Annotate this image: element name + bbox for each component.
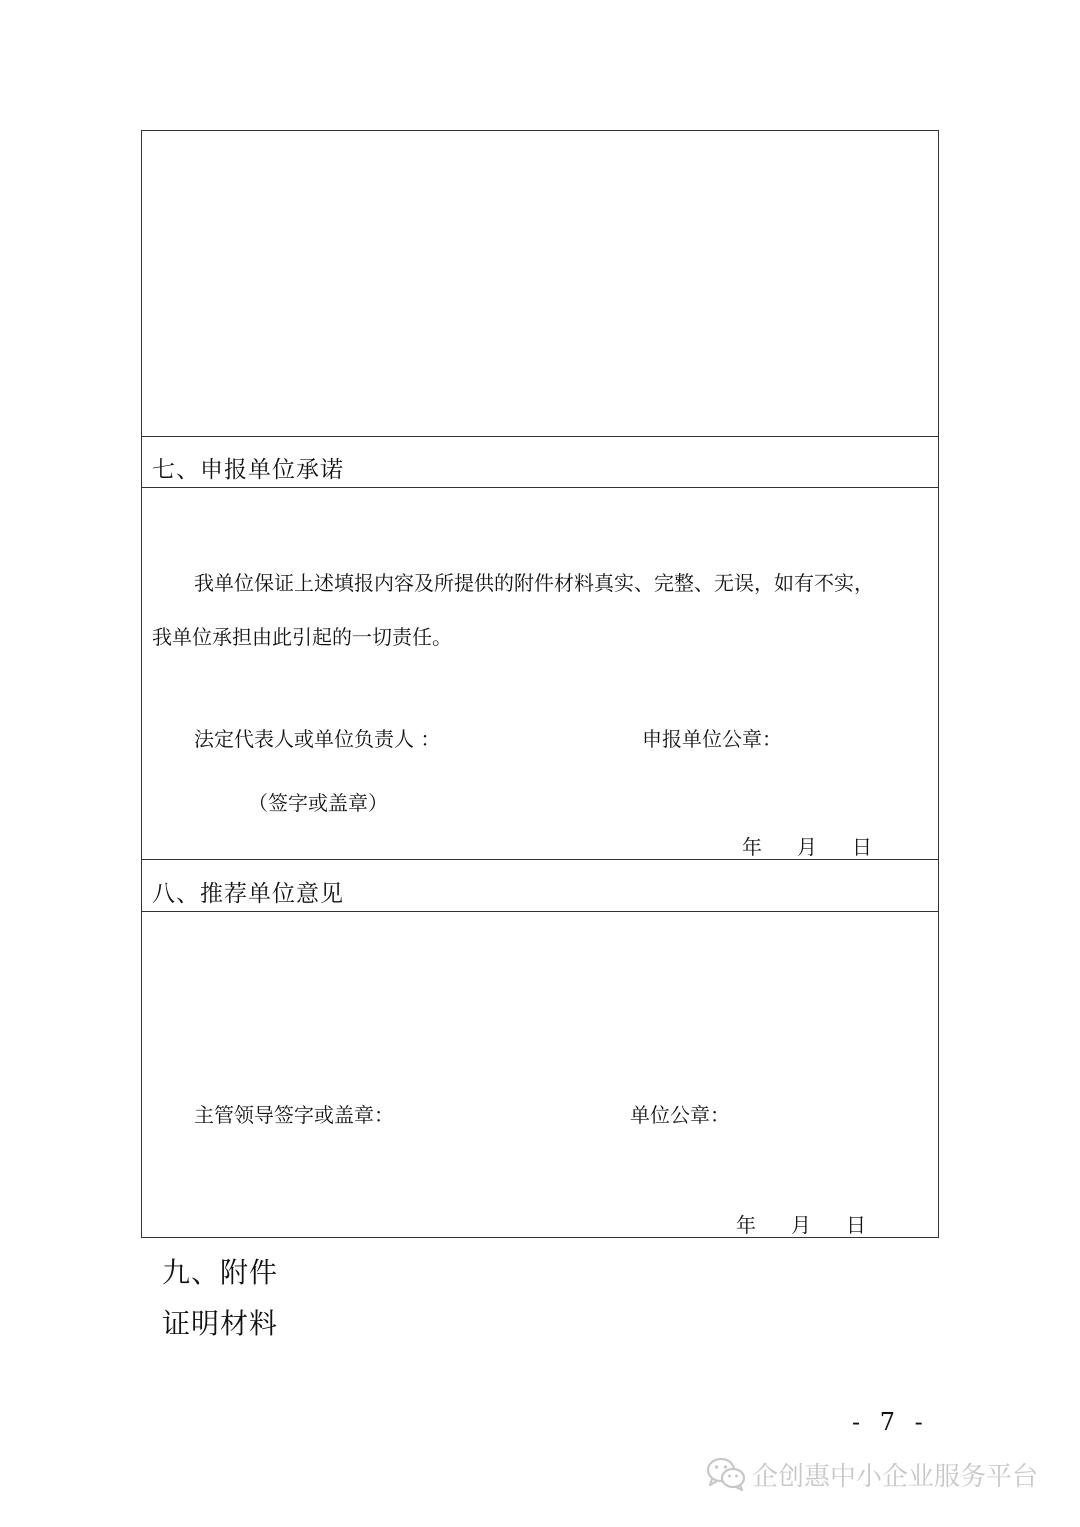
watermark-text: 企创惠中小企业服务平台	[752, 1461, 1039, 1492]
wechat-icon	[706, 1457, 746, 1491]
date-year: 年	[742, 835, 762, 859]
promise-text-line1: 我单位保证上述填报内容及所提供的附件材料真实、完整、无误，如有不实，	[194, 571, 874, 595]
form-table	[141, 130, 939, 1238]
divider-line	[142, 487, 938, 488]
legal-rep-label: 法定代表人或单位负责人 ：	[194, 727, 441, 751]
sign-or-seal-hint: （签字或盖章）	[248, 791, 388, 815]
date-month: 月	[791, 1213, 811, 1237]
leader-sign-label: 主管领导签字或盖章：	[194, 1103, 394, 1127]
section-eight-title: 八、推荐单位意见	[152, 881, 344, 907]
date-month: 月	[797, 835, 817, 859]
date-day: 日	[852, 835, 872, 859]
divider-line	[142, 859, 938, 860]
watermark	[706, 1454, 1038, 1494]
section-nine-subtitle: 证明材料	[162, 1307, 279, 1340]
date-year: 年	[736, 1213, 756, 1237]
promise-text-line2: 我单位承担由此引起的一切责任。	[152, 625, 452, 649]
section-seven-title: 七、申报单位承诺	[152, 457, 344, 483]
divider-line	[142, 911, 938, 912]
section-nine-title: 九、附件	[162, 1256, 279, 1289]
applicant-seal-label: 申报单位公章：	[642, 727, 782, 751]
unit-seal-label: 单位公章：	[630, 1103, 730, 1127]
divider-line	[142, 436, 938, 437]
page-number: - 7 -	[852, 1408, 929, 1436]
date-day: 日	[846, 1213, 866, 1237]
blank-content-area	[142, 131, 938, 436]
